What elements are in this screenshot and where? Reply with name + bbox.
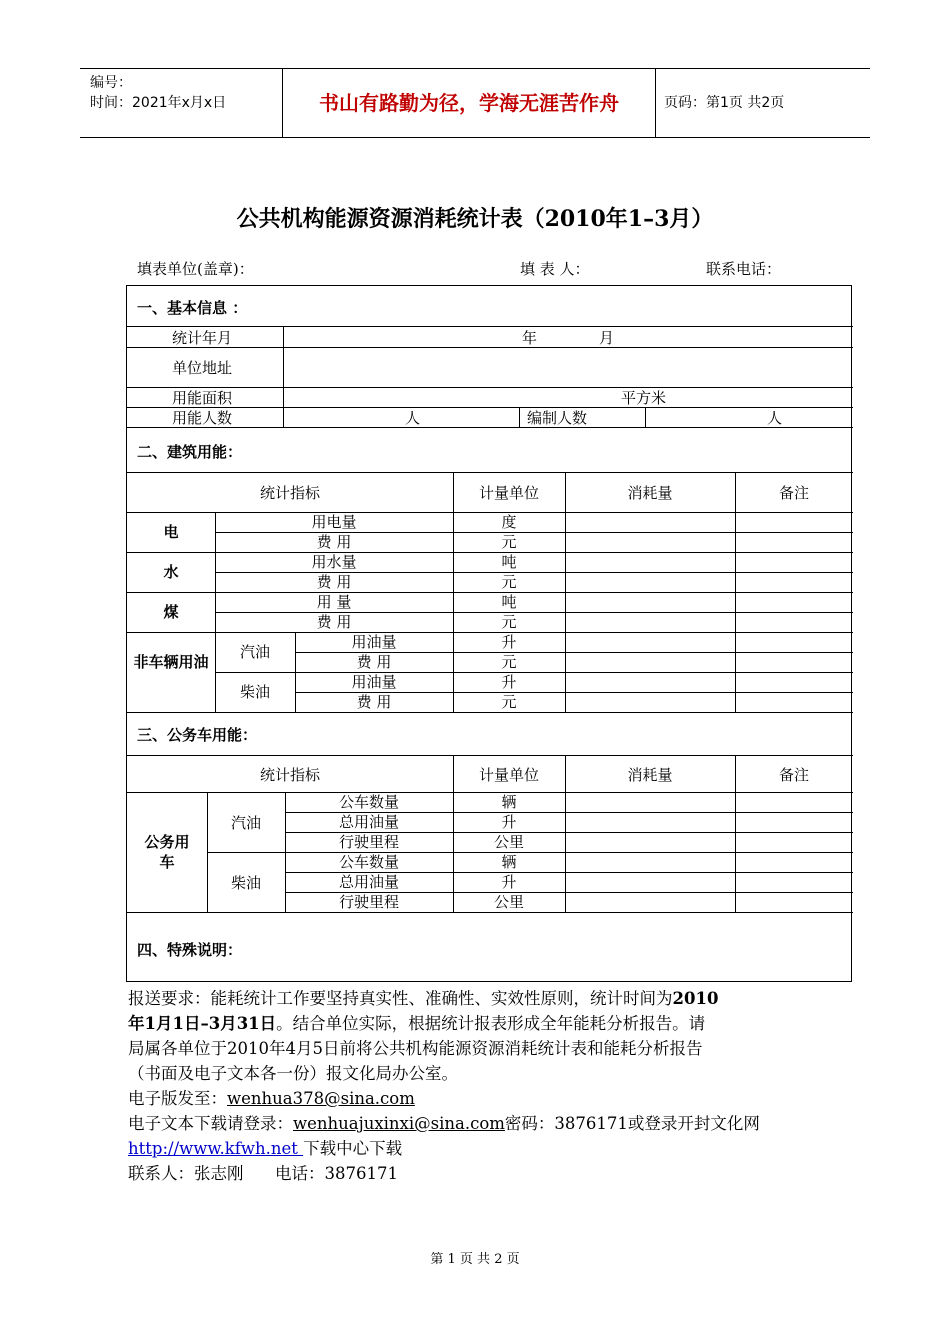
page-title: 公共机构能源资源消耗统计表（2010年1–3月） <box>236 206 714 232</box>
group-electric: 电 <box>163 523 179 541</box>
period-label: 统计年月 <box>172 329 233 347</box>
s2-item: 费 用 <box>316 613 352 631</box>
s2-unit: 吨 <box>501 553 517 571</box>
s3-unit: 公里 <box>493 833 524 851</box>
header-page-label: 页码：第1页 共2页 <box>664 95 785 111</box>
fill-unit: 填表单位(盖章)： <box>137 260 254 278</box>
group-official-car: 公务用车 <box>144 833 190 871</box>
note-password: 密码：3876171或登录开封文化网 <box>504 1114 760 1133</box>
page-header <box>80 68 870 138</box>
s2-header-consumption: 消耗量 <box>627 484 673 502</box>
s2-item: 费 用 <box>356 653 392 671</box>
s2-item: 用电量 <box>311 513 357 531</box>
s2-unit: 度 <box>501 513 517 531</box>
people-label: 用能人数 <box>172 409 233 427</box>
section2-title: 二、建筑用能： <box>137 443 243 461</box>
s3-unit: 辆 <box>501 853 517 871</box>
s2-unit: 元 <box>501 533 517 551</box>
time-label: 时间：2021年x月x日 <box>90 95 227 111</box>
note-line2: 。结合单位实际，根据统计报表形成全年能耗分析报告。请 <box>276 1014 706 1033</box>
email-link-2[interactable]: wenhuajuxinxi@sina.com <box>293 1114 505 1133</box>
staff-label: 编制人数 <box>527 409 588 427</box>
s3-diesel: 柴油 <box>230 874 261 892</box>
s3-header-consumption: 消耗量 <box>627 766 673 784</box>
s2-unit: 元 <box>501 693 517 711</box>
group-gasoline: 汽油 <box>239 643 270 661</box>
s3-unit: 升 <box>501 873 517 891</box>
s3-item: 总用油量 <box>338 813 399 831</box>
header-meta <box>80 69 282 137</box>
s2-item: 费 用 <box>356 693 392 711</box>
s2-unit: 升 <box>501 673 517 691</box>
s3-gasoline: 汽油 <box>230 814 261 832</box>
s3-unit: 公里 <box>493 893 524 911</box>
year-label: 年 <box>522 329 538 347</box>
note-contact: 联系人：张志刚 电话：3876171 <box>128 1164 398 1183</box>
group-water: 水 <box>163 563 179 581</box>
group-coal: 煤 <box>163 603 179 621</box>
s2-unit: 吨 <box>501 593 517 611</box>
number-label: 编号： <box>90 75 132 91</box>
address-label: 单位地址 <box>172 359 233 377</box>
s3-item: 公车数量 <box>338 793 399 811</box>
s3-header-remark: 备注 <box>778 766 809 784</box>
note-download-label: 电子文本下载请登录： <box>128 1114 293 1133</box>
note-download-center: 下载中心下载 <box>303 1139 403 1158</box>
section1-title: 一、基本信息 ： <box>137 299 248 317</box>
page-footer: 第 1 页 共 2 页 <box>430 1252 520 1267</box>
s2-item: 费 用 <box>316 533 352 551</box>
area-unit: 平方米 <box>621 389 667 407</box>
header-motto: 书山有路勤为径，学海无涯苦作舟 <box>282 69 656 137</box>
s3-item: 行驶里程 <box>338 893 399 911</box>
people-unit: 人 <box>405 409 421 427</box>
website-link[interactable]: http://www.kfwh.net <box>128 1139 304 1158</box>
energy-table <box>126 285 852 982</box>
s3-header-unit: 计量单位 <box>478 766 539 784</box>
s3-item: 总用油量 <box>338 873 399 891</box>
s2-header-remark: 备注 <box>778 484 809 502</box>
note-line1-bold: 2010 <box>672 989 719 1008</box>
s3-header-indicator: 统计指标 <box>259 766 320 784</box>
area-label: 用能面积 <box>172 389 233 407</box>
submission-notes <box>128 986 828 1186</box>
s2-unit: 元 <box>501 613 517 631</box>
s2-item: 用油量 <box>351 633 397 651</box>
note-line4: （书面及电子文本各一份）报文化局办公室。 <box>128 1064 458 1083</box>
note-line1: 报送要求：能耗统计工作要坚持真实性、准确性、实效性原则，统计时间为 <box>128 989 673 1008</box>
s2-unit: 元 <box>501 573 517 591</box>
group-fuel: 非车辆用油 <box>133 653 209 671</box>
fill-phone: 联系电话： <box>706 260 782 278</box>
s3-item: 公车数量 <box>338 853 399 871</box>
s2-unit: 升 <box>501 633 517 651</box>
s3-unit: 辆 <box>501 793 517 811</box>
note-email-label: 电子版发至： <box>128 1089 227 1108</box>
s2-item: 用 量 <box>316 593 352 611</box>
section3-title: 三、公务车用能： <box>137 726 258 744</box>
fill-person: 填 表 人： <box>520 260 590 278</box>
s3-unit: 升 <box>501 813 517 831</box>
email-link-1[interactable]: wenhua378@sina.com <box>227 1089 415 1108</box>
note-line2-bold: 年1月1日–3月31日 <box>128 1014 277 1033</box>
s2-header-unit: 计量单位 <box>478 484 539 502</box>
note-line3: 局属各单位于2010年4月5日前将公共机构能源资源消耗统计表和能耗分析报告 <box>128 1039 703 1058</box>
s2-item: 用水量 <box>311 553 357 571</box>
staff-unit: 人 <box>767 409 783 427</box>
s2-unit: 元 <box>501 653 517 671</box>
s2-item: 费 用 <box>316 573 352 591</box>
section4-title: 四、特殊说明： <box>137 941 243 959</box>
s3-item: 行驶里程 <box>338 833 399 851</box>
group-diesel: 柴油 <box>239 683 270 701</box>
s2-header-indicator: 统计指标 <box>259 484 320 502</box>
s2-item: 用油量 <box>351 673 397 691</box>
month-label: 月 <box>599 329 615 347</box>
